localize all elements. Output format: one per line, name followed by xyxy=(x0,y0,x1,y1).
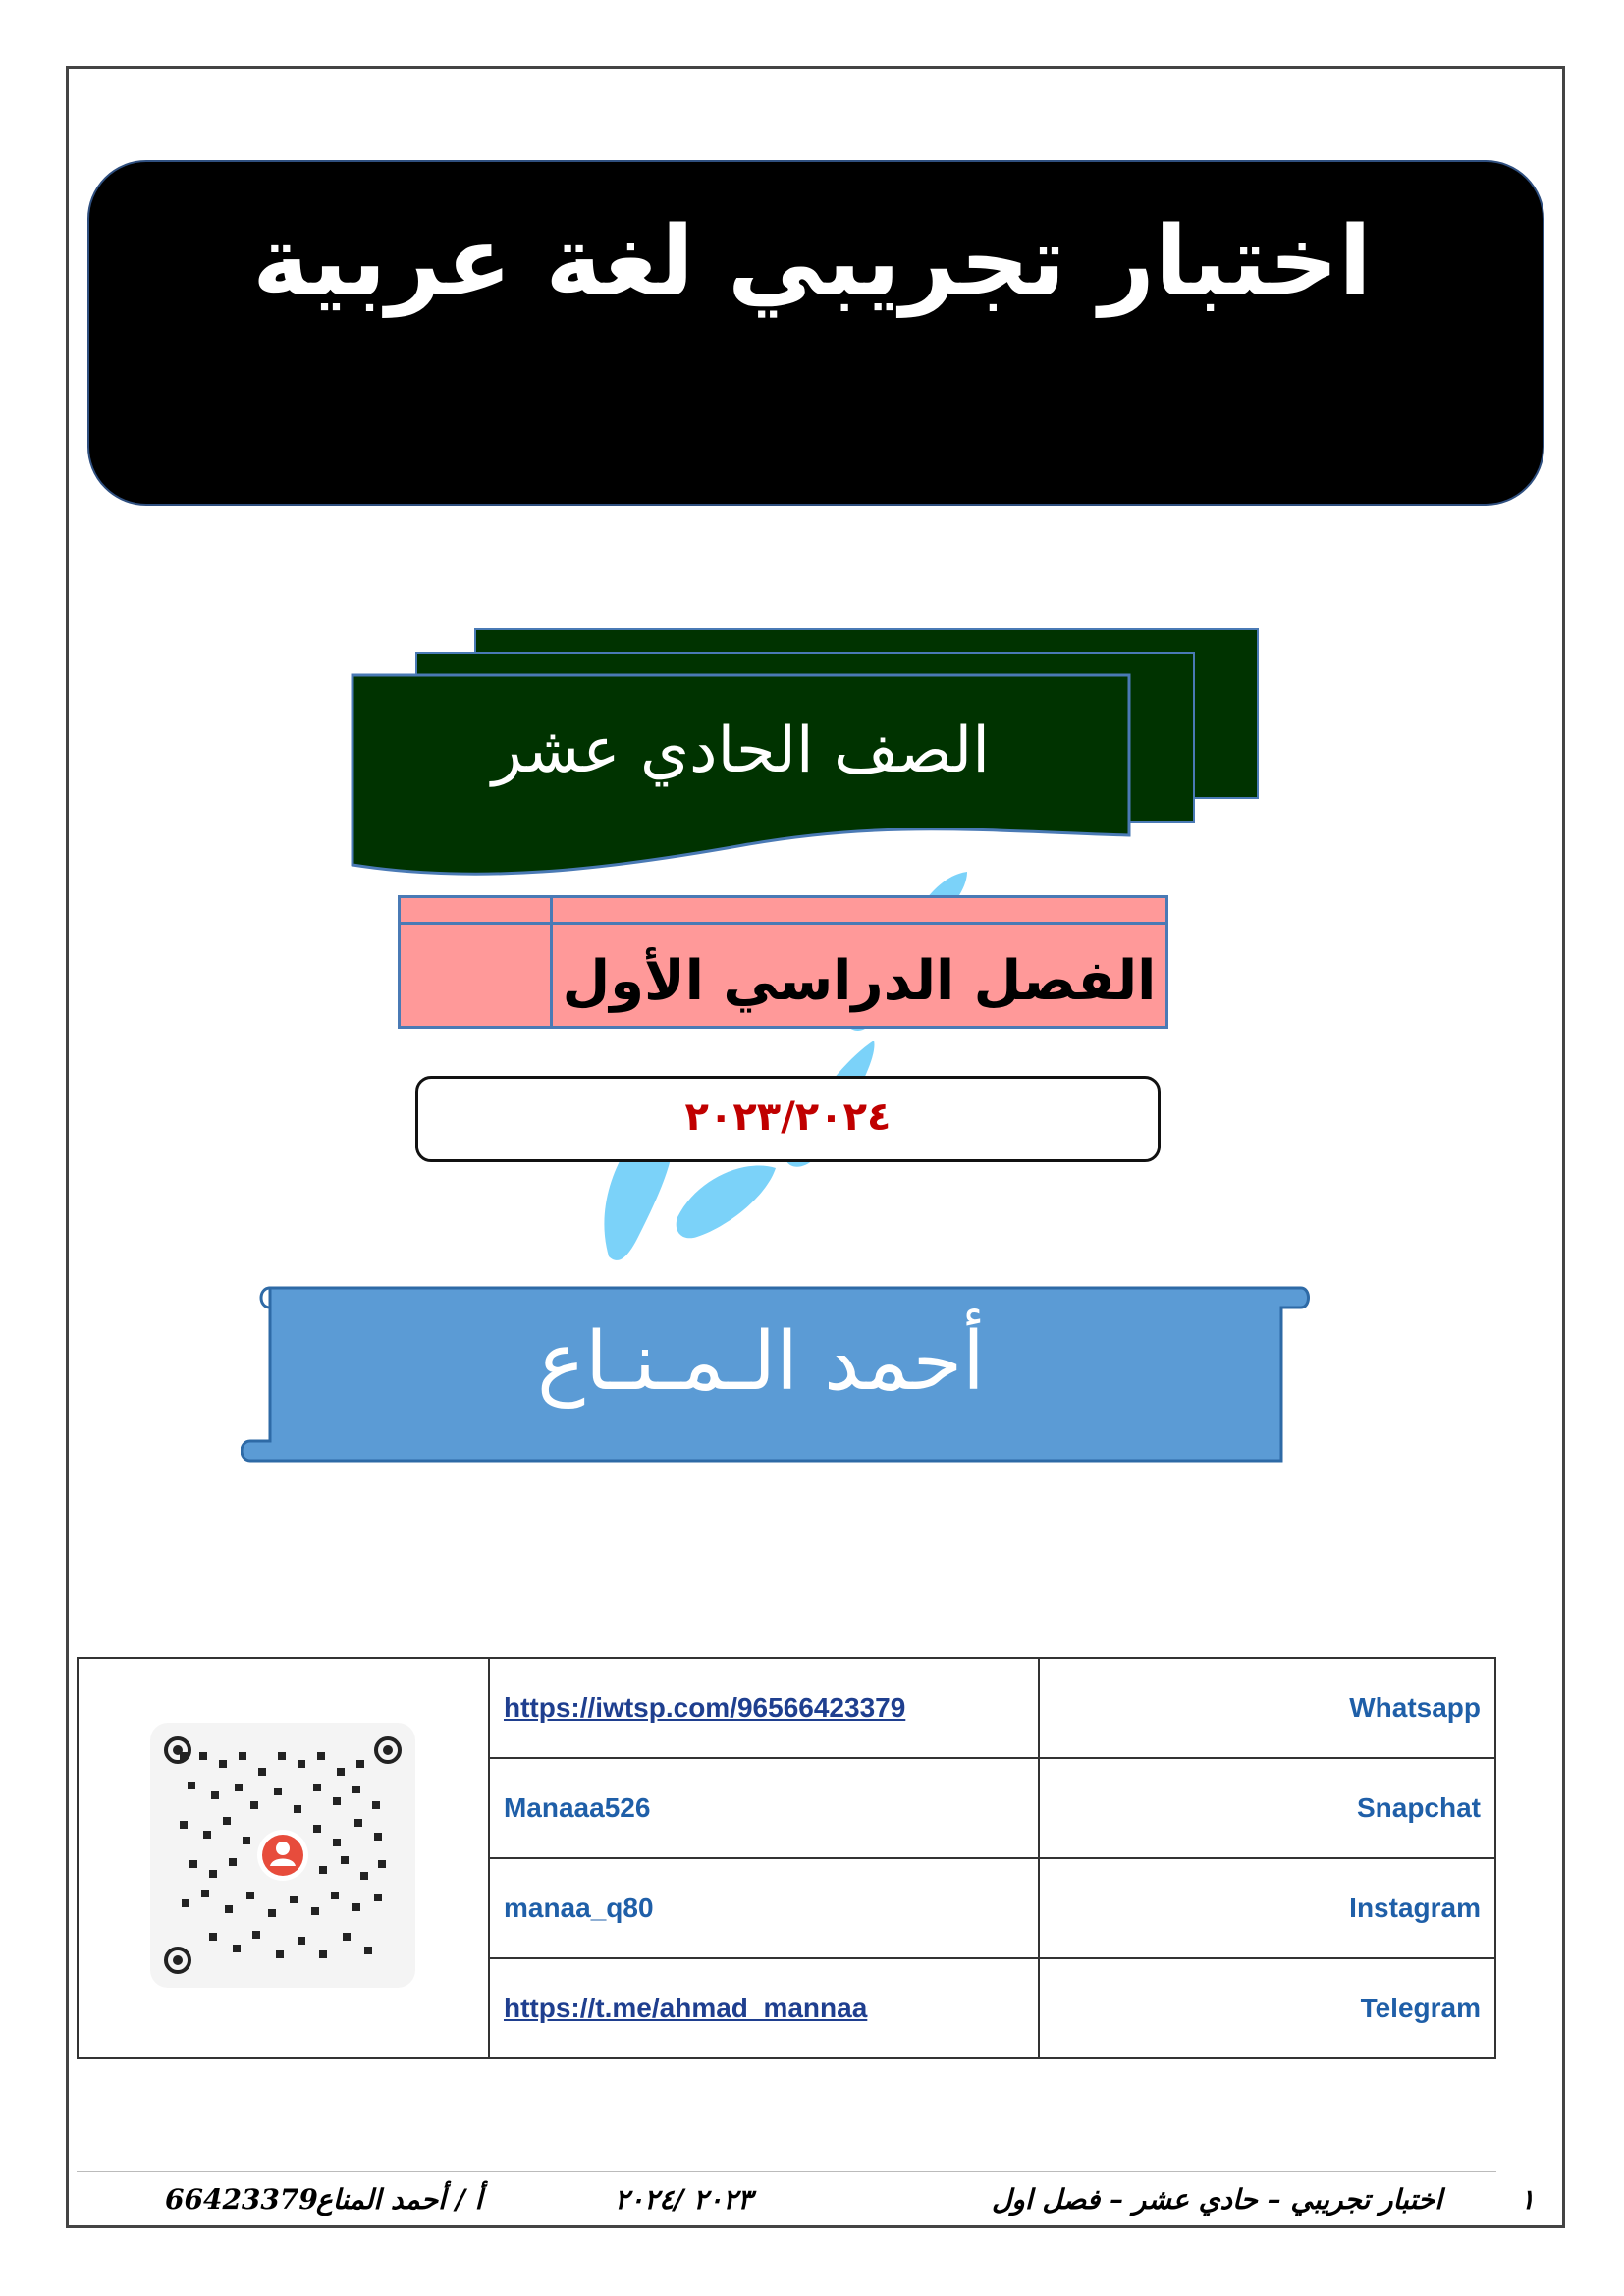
term-table-row-divider xyxy=(401,922,1165,925)
qr-cell xyxy=(78,1658,489,2058)
footer-phone: 66423379 xyxy=(165,2183,318,2216)
contact-platform-instagram: Instagram xyxy=(1039,1858,1495,1958)
document-title: اختبار تجريبي لغة عربية xyxy=(252,206,1372,318)
contact-value-whatsapp[interactable] xyxy=(489,1658,1039,1758)
academic-year: ٢٠٢٣/٢٠٢٤ xyxy=(684,1095,892,1140)
contacts-table xyxy=(77,1657,1496,2059)
footer-teacher: أ / أحمد المناع xyxy=(316,2183,483,2216)
footer-divider xyxy=(77,2171,1496,2172)
contact-value-instagram xyxy=(489,1858,1039,1958)
year-box xyxy=(415,1076,1161,1162)
contact-platform-whatsapp: Whatsapp xyxy=(1039,1658,1495,1758)
grade-label: الصف الحادي عشر xyxy=(492,715,990,787)
term-label: الفصل الدراسي الأول xyxy=(562,949,1157,1013)
author-name: أحمد الـمـنـاع xyxy=(537,1315,985,1409)
qr-code-icon xyxy=(150,1723,415,1988)
table-row xyxy=(78,1658,1495,1758)
telegram-link[interactable]: https://t.me/ahmad_mannaa xyxy=(503,1993,868,2023)
snapchat-handle: Manaaa526 xyxy=(503,1792,651,1823)
instagram-handle: manaa_q80 xyxy=(503,1893,654,1923)
footer-doc-label: اختبار تجريبي – حادي عشر – فصل اول xyxy=(992,2183,1443,2216)
footer-year: ٢٠٢٣ /٢٠٢٤ xyxy=(615,2183,753,2216)
contact-platform-snapchat: Snapchat xyxy=(1039,1758,1495,1858)
footer-page-number: ١ xyxy=(1520,2183,1536,2216)
contact-value-snapchat xyxy=(489,1758,1039,1858)
contact-value-telegram[interactable] xyxy=(489,1958,1039,2058)
contact-platform-telegram: Telegram xyxy=(1039,1958,1495,2058)
term-table xyxy=(398,895,1168,1029)
whatsapp-link[interactable]: https://iwtsp.com/96566423379 xyxy=(503,1692,906,1723)
